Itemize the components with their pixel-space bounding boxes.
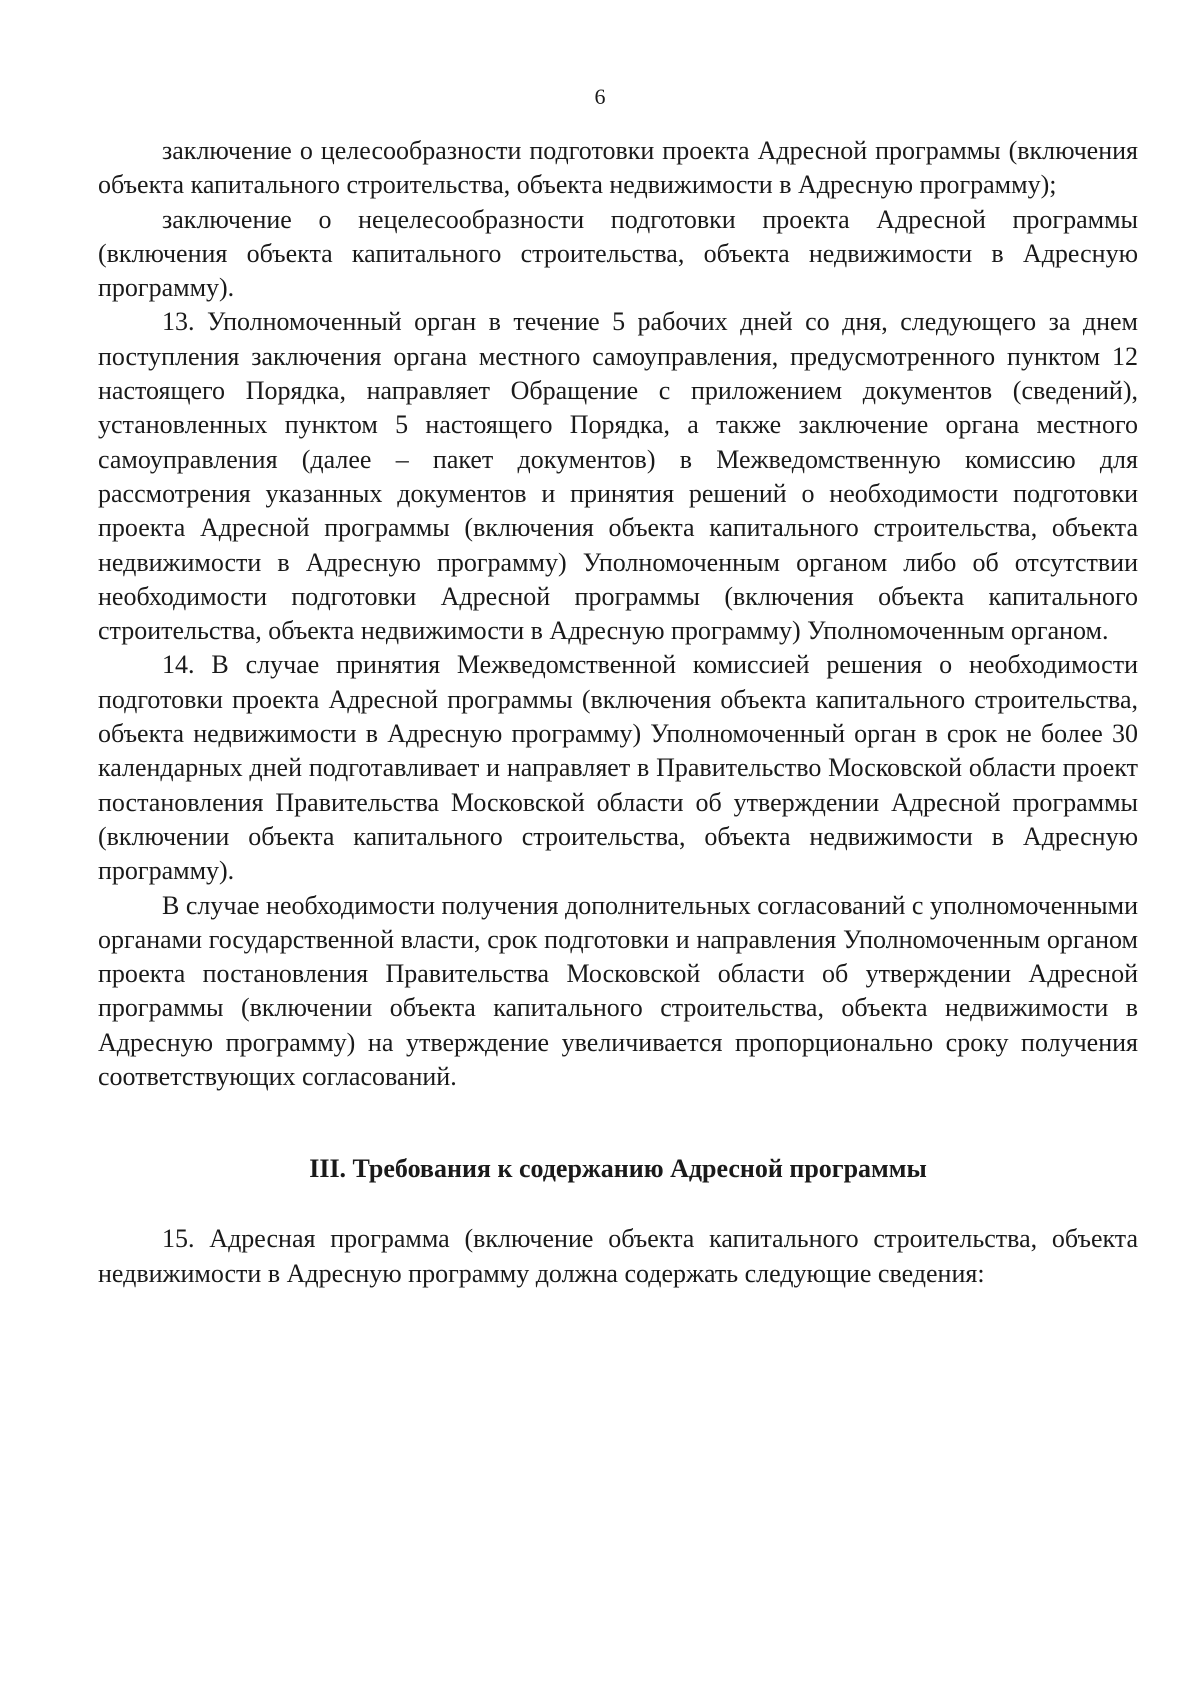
paragraph-item-13: 13. Уполномоченный орган в течение 5 рабочих дней со дня, следующего за днем поступления заключения органа местного самоуправления, предусмотренного пунктом 12 настоящего Порядка, направляет Обращение с приложением документов (сведений), установленных пунктом 5 настоящего Порядка, а также заключение органа местного самоуправления (далее – пакет документов) в Межведомственную комиссию для рассмотрения указанных документов и принятия решений о необходимости подготовки проекта Адресной программы (включения объекта капитального строительства, объекта недвижимости в Адресную программу) Уполномоченным органом либо об отсутствии необходимости подготовки Адресной программы (включения объекта капитального строительства, объекта недвижимости в Адресную программу) Уполномоченным органом. bbox=[98, 307, 1138, 646]
paragraph-expediency-conclusion: заключение о целесообразности подготовки проекта Адресной программы (включения объекта капитального строительства, объекта недвижимости в Адресную программу); bbox=[98, 136, 1138, 200]
paragraph-inexpediency-conclusion: заключение о нецелесообразности подготовки проекта Адресной программы (включения объекта капитального строительства, объекта недвижимости в Адресную программу). bbox=[98, 204, 1138, 303]
page-number: 6 bbox=[594, 84, 606, 109]
paragraph-item-14: 14. В случае принятия Межведомственной комиссией решения о необходимости подготовки проекта Адресной программы (включения объекта капитального строительства, объекта недвижимости в Адресную программу) Уполномоченный орган в срок не более 30 календарных дней подготавливает и направляет в Правительство Московской области проект постановления Правительства Московской области об утверждении Адресной программы (включении объекта капитального строительства, объекта недвижимости в Адресную программу). bbox=[98, 650, 1138, 886]
paragraph-additional-approvals: В случае необходимости получения дополнительных согласований с уполномоченными органами государственной власти, срок подготовки и направления Уполномоченным органом проекта постановления Правительства Московской области об утверждении Адресной программы (включении объекта капитального строительства, объекта недвижимости в Адресную программу) на утверждение увеличивается пропорционально сроку получения соответствующих согласований. bbox=[98, 890, 1138, 1092]
document-body bbox=[98, 134, 1138, 1291]
section-heading: III. Требования к содержанию Адресной программы bbox=[309, 1154, 927, 1184]
paragraph-item-15: 15. Адресная программа (включение объекта капитального строительства, объекта недвижимости в Адресную программу должна содержать следующие сведения: bbox=[98, 1224, 1138, 1288]
